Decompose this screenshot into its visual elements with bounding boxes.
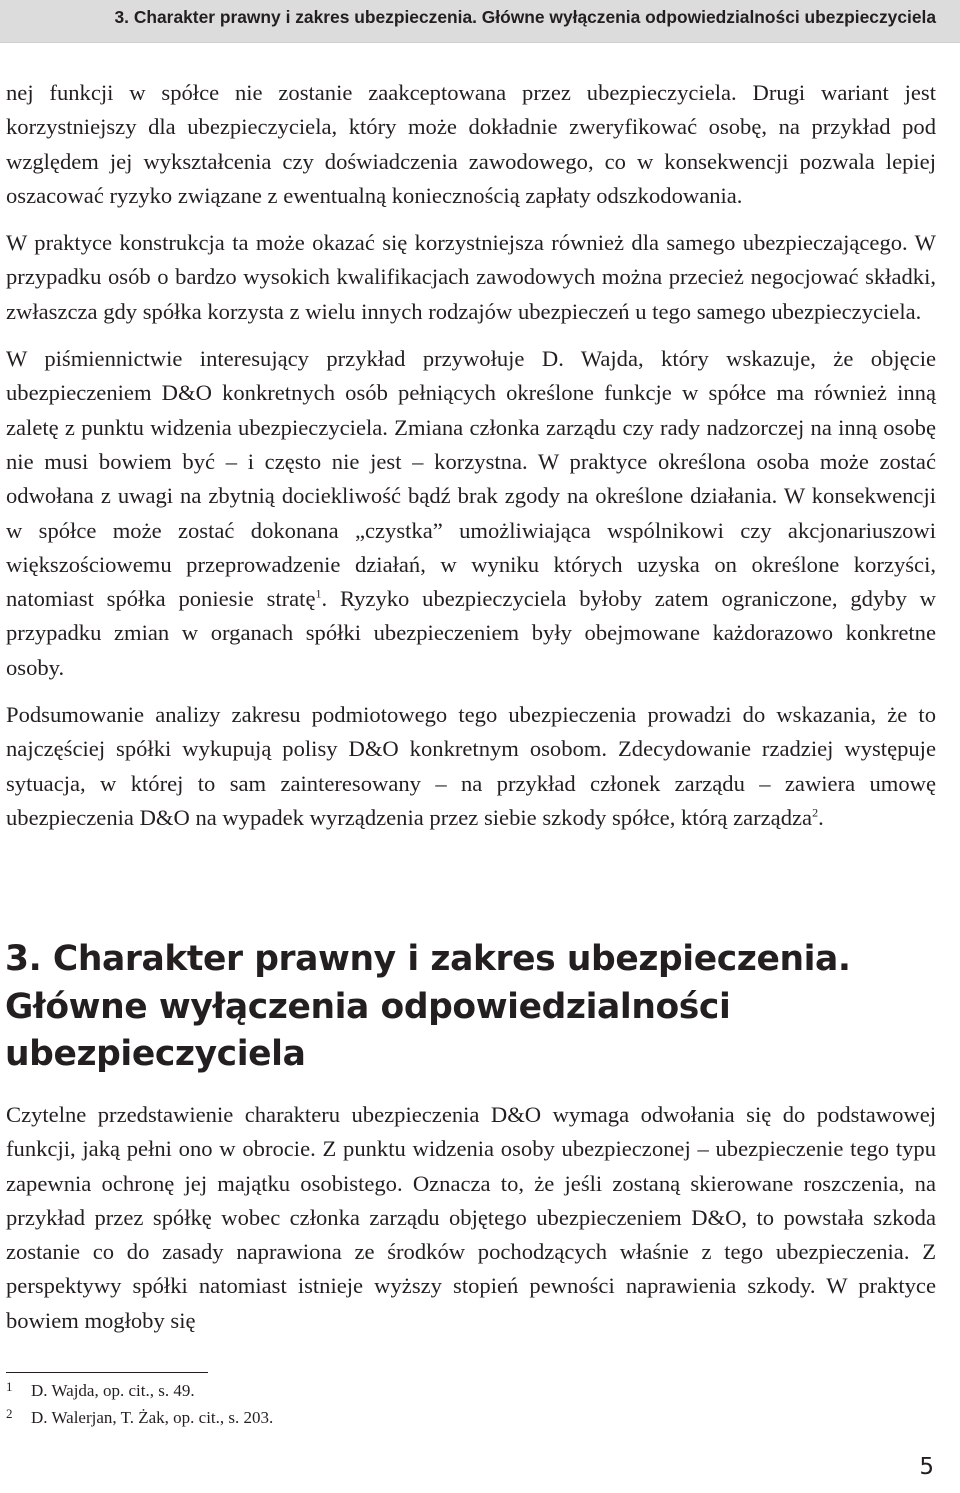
- paragraph: W praktyce konstrukcja ta może okazać się korzystniejsza również dla samego ubezpieczającego. W przypadku osób o bardzo wysokich kwalifikacjach zawodowych można przecież negocjować składki, zwłaszcza gdy spółka korzysta z wielu innych rodzajów ubezpieczeń u tego samego ubezpieczyciela.: [6, 230, 936, 324]
- running-header: 3. Charakter prawny i zakres ubezpieczenia. Główne wyłączenia odpowiedzialności ubezpieczyciela: [114, 7, 936, 27]
- paragraph-text: . Ryzyko ubezpieczyciela byłoby zatem ograniczone, gdyby w przypadku zmian w organach spółki ubezpieczeniem były obejmowane każdorazowo konkretne osoby.: [6, 586, 936, 680]
- footnotes: [6, 1377, 606, 1431]
- paragraph: nej funkcji w spółce nie zostanie zaakceptowana przez ubezpieczyciela. Drugi wariant jest korzystniejszy dla ubezpieczyciela, który może dokładnie zweryfikować osobę, na przykład pod względem jej wykształcenia czy doświadczenia zawodowego, co w konsekwencji pozwala lepiej oszacować ryzyko związane z ewentualną koniecznością zapłaty odszkodowania.: [6, 80, 936, 208]
- section-heading-line: 3. Charakter prawny i zakres ubezpieczenia.: [5, 939, 851, 979]
- footnote: [6, 1377, 606, 1404]
- footnote-divider: [6, 1372, 208, 1373]
- main-text: [6, 76, 936, 848]
- paragraph-text: W piśmiennictwie interesujący przykład przywołuje D. Wajda, który wskazuje, że objęcie ubezpieczeniem D&O konkretnych osób pełniących określone funkcje w spółce ma również inną zaletę z punktu widzenia ubezpieczyciela. Zmiana członka zarządu czy rady nadzorczej na inną osobę nie musi bowiem być – i często nie jest – korzystna. W praktyce określona osoba może zostać odwołana z uwagi na zbytnią dociekliwość bądź brak zgody na określone działania. W konsekwencji w spółce może zostać dokonana „czystka” umożliwiająca wspólnikowi czy akcjonariuszowi większościowemu przeprowadzenie działań, w wyniku których uzyska on określone korzyści, natomiast spółka poniesie stratę: [6, 346, 936, 612]
- paragraph: [6, 342, 936, 685]
- page-number: 5: [919, 1454, 934, 1480]
- running-header-bar: [0, 0, 960, 43]
- section-heading: [5, 936, 935, 1079]
- footnote-reference: 2: [812, 805, 819, 820]
- footnote-text: D. Wajda, op. cit., s. 49.: [31, 1381, 195, 1400]
- footnote-text: D. Walerjan, T. Żak, op. cit., s. 203.: [31, 1408, 274, 1427]
- section-heading-line: ubezpieczyciela: [5, 1034, 306, 1074]
- footnote-number: 2: [6, 1406, 13, 1421]
- section-body: [6, 1098, 936, 1338]
- footnote-reference: 1: [315, 586, 322, 601]
- paragraph: Czytelne przedstawienie charakteru ubezpieczenia D&O wymaga odwołania się do podstawowej funkcji, jaką pełni ono w obrocie. Z punktu widzenia osoby ubezpieczonej – ubezpieczenie tego typu zapewnia ochronę jej majątku osobistego. Oznacza to, że jeśli zostaną skierowane roszczenia, na przykład przez spółkę wobec członka zarządu objętego ubezpieczeniem D&O, to powstała szkoda zostanie co do zasady naprawiona ze środków pochodzących właśnie z tego ubezpieczenia. Z perspektywy spółki natomiast istnieje wyższy stopień pewności naprawienia szkody. W praktyce bowiem mogłoby się: [6, 1102, 936, 1333]
- paragraph: [6, 698, 936, 835]
- footnote-number: 1: [6, 1379, 13, 1394]
- section-heading-line: Główne wyłączenia odpowiedzialności: [5, 986, 731, 1027]
- paragraph-text: .: [818, 804, 824, 830]
- footnote: [6, 1404, 606, 1431]
- paragraph-text: Podsumowanie analizy zakresu podmiotowego tego ubezpieczenia prowadzi do wskazania, że to najczęściej spółki wykupują polisy D&O konkretnym osobom. Zdecydowanie rzadziej występuje sytuacja, w której to sam zainteresowany – na przykład członek zarządu – zawiera umowę ubezpieczenia D&O na wypadek wyrządzenia przez siebie szkody spółce, którą zarządza: [6, 702, 936, 830]
